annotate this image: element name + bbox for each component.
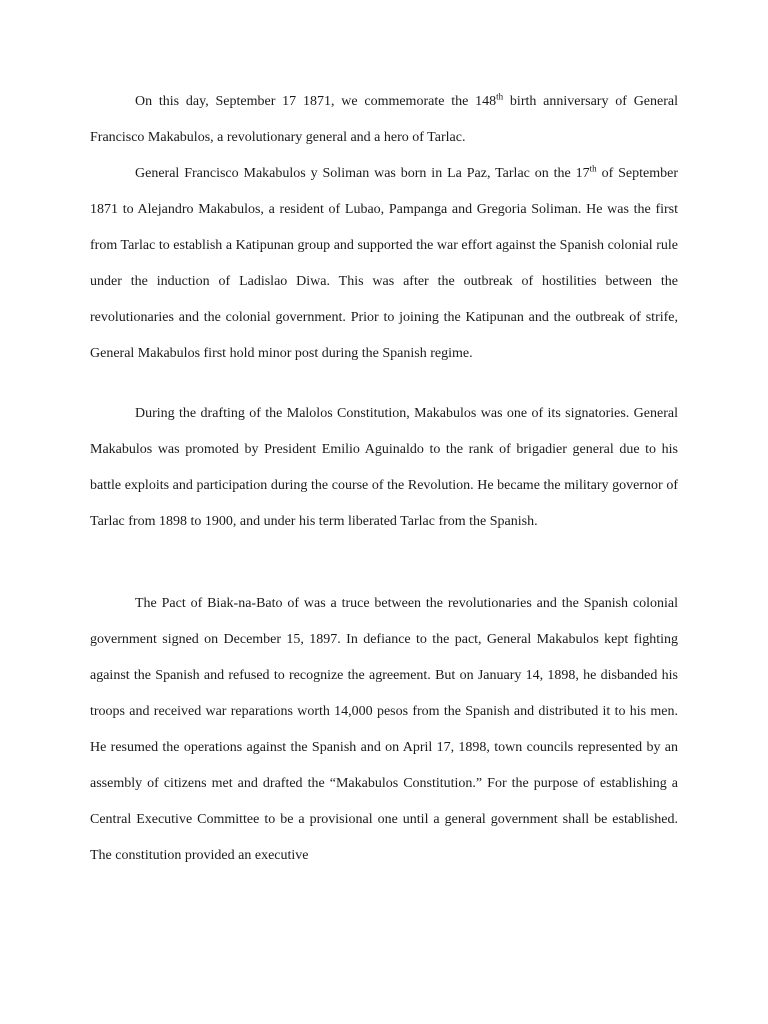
paragraph-1-text-after: birth anniversary of General Francisco Makabulos, a revolutionary general and a hero of Tarlac. xyxy=(90,94,679,145)
paragraph-2-text-after: of September 1871 to Alejandro Makabulos, a resident of Lubao, Pampanga and Gregoria Soliman. He was the first from Tarlac to establish a Katipunan group and supported the war effort against the Spanish colonial rule under the induction of Ladislao Diwa. This was after the outbreak of hostilities between the revolutionaries and the colonial government. Prior to joining the Katipunan and the outbreak of strife, General Makabulos first hold minor post during the Spanish regime. xyxy=(90,166,678,361)
paragraph-1-text xyxy=(90,84,678,156)
paragraph-2 xyxy=(90,156,678,372)
paragraph-1-text-before: On this day, September 17 1871, we commemorate the 148 xyxy=(135,94,497,109)
paragraph-2-text-before: General Francisco Makabulos y Soliman was born in La Paz, Tarlac on the 17 xyxy=(135,166,590,181)
paragraph-1 xyxy=(90,84,678,156)
paragraph-1-superscript: th xyxy=(496,91,504,102)
paragraph-3-text: During the drafting of the Malolos Constitution, Makabulos was one of its signatories. General Makabulos was promoted by President Emilio Aguinaldo to the rank of brigadier general due to his battle exploits and participation during the course of the Revolution. He became the military governor of Tarlac from 1898 to 1900, and under his term liberated Tarlac from the Spanish. xyxy=(90,406,678,529)
paragraph-2-superscript: th xyxy=(589,163,597,174)
paragraph-3 xyxy=(90,396,678,540)
paragraph-2-text xyxy=(90,156,678,372)
paragraph-4 xyxy=(90,586,678,874)
paragraph-4-text: The Pact of Biak-na-Bato of was a truce between the revolutionaries and the Spanish colonial government signed on December 15, 1897. In defiance to the pact, General Makabulos kept fighting against the Spanish and refused to recognize the agreement. But on January 14, 1898, he disbanded his troops and received war reparations worth 14,000 pesos from the Spanish and distributed it to his men. He resumed the operations against the Spanish and on April 17, 1898, town councils represented by an assembly of citizens met and drafted the “Makabulos Constitution.” For the purpose of establishing a Central Executive Committee to be a provisional one until a general government shall be established. The constitution provided an executive xyxy=(90,596,678,863)
